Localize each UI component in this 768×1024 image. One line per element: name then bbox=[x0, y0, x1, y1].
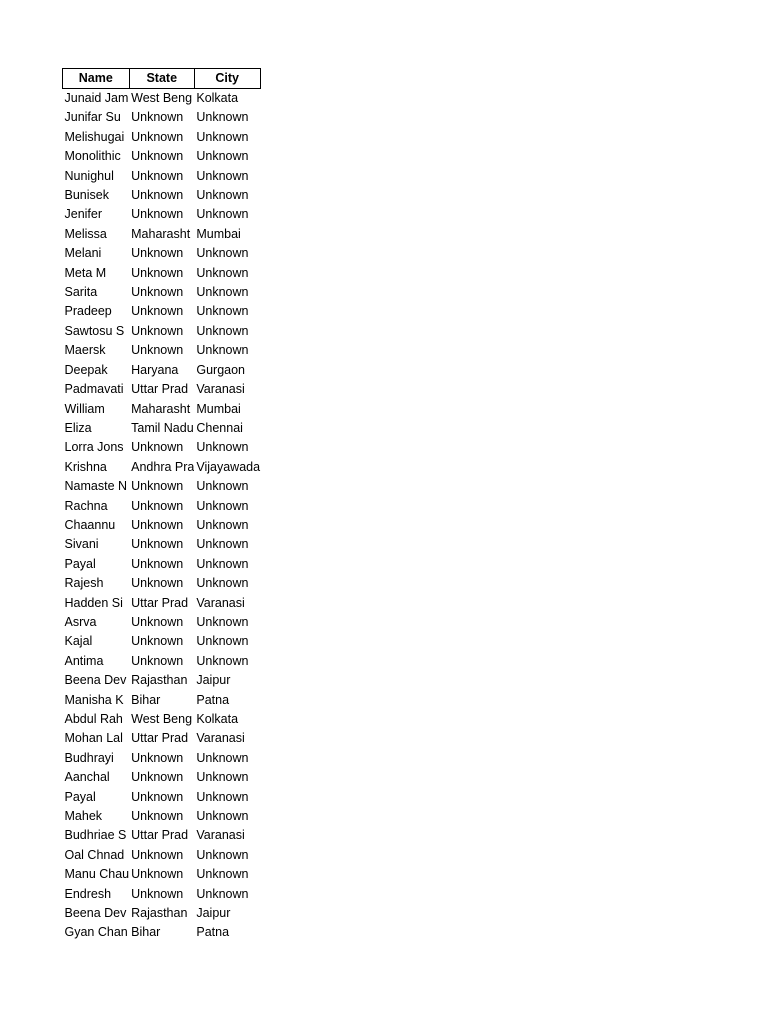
city-cell: Patna bbox=[196, 692, 230, 707]
state-cell: Unknown bbox=[131, 129, 184, 144]
city-cell: Unknown bbox=[196, 265, 249, 280]
state-cell: Maharasht bbox=[131, 226, 191, 241]
name-cell: Deepak bbox=[64, 362, 108, 377]
state-cell: Uttar Prad bbox=[131, 382, 189, 397]
name-cell: Manisha K bbox=[64, 692, 124, 707]
city-cell: Unknown bbox=[196, 188, 249, 203]
table-row bbox=[63, 167, 261, 186]
city-cell: Unknown bbox=[196, 634, 249, 649]
city-cell: Kolkata bbox=[196, 712, 239, 726]
city-cell: Vijayawada bbox=[196, 459, 261, 474]
city-cell: Unknown bbox=[196, 770, 249, 785]
header-name: Name bbox=[63, 69, 130, 89]
name-cell: Monolithic bbox=[64, 149, 121, 164]
city-cell: Unknown bbox=[196, 304, 249, 319]
table-row bbox=[63, 205, 261, 224]
name-cell: Chaannu bbox=[64, 517, 116, 532]
table-row bbox=[63, 477, 261, 496]
header-state: State bbox=[129, 69, 194, 89]
city-cell: Unknown bbox=[196, 440, 249, 455]
table-row bbox=[63, 400, 261, 419]
state-cell: Unknown bbox=[131, 479, 184, 494]
table-row bbox=[63, 264, 261, 283]
data-table bbox=[62, 68, 261, 943]
name-cell: Antima bbox=[64, 653, 104, 668]
table-row bbox=[63, 341, 261, 360]
table-row bbox=[63, 186, 261, 205]
state-cell: Unknown bbox=[131, 149, 184, 164]
city-cell: Unknown bbox=[196, 653, 249, 668]
state-cell: Unknown bbox=[131, 809, 184, 824]
table-row bbox=[63, 846, 261, 865]
name-cell: Budhriae S bbox=[64, 828, 127, 843]
table-row bbox=[63, 458, 261, 477]
name-cell: Eliza bbox=[64, 420, 92, 435]
name-cell: Manu Chau bbox=[64, 867, 130, 882]
city-cell: Unknown bbox=[196, 207, 249, 222]
name-cell: Meta M bbox=[64, 265, 107, 280]
state-cell: Maharasht bbox=[131, 401, 191, 416]
city-cell: Varanasi bbox=[196, 595, 245, 610]
state-cell: Unknown bbox=[131, 498, 184, 513]
name-cell: Hadden Si bbox=[64, 595, 123, 610]
city-cell: Unknown bbox=[196, 750, 249, 765]
table-row bbox=[63, 555, 261, 574]
name-cell: Payal bbox=[64, 556, 96, 571]
city-cell: Unknown bbox=[196, 285, 249, 300]
table-row bbox=[63, 594, 261, 613]
name-cell: Rajesh bbox=[64, 576, 104, 591]
state-cell: Unknown bbox=[131, 770, 184, 785]
table-row bbox=[63, 535, 261, 554]
city-cell: Unknown bbox=[196, 886, 249, 901]
table-row bbox=[63, 768, 261, 787]
city-cell: Unknown bbox=[196, 556, 249, 571]
table-row bbox=[63, 438, 261, 457]
city-cell: Patna bbox=[196, 925, 230, 940]
city-cell: Chennai bbox=[196, 420, 243, 435]
table-body bbox=[63, 89, 261, 943]
table-row bbox=[63, 865, 261, 884]
table-row bbox=[63, 89, 261, 109]
state-cell: Unknown bbox=[131, 246, 184, 261]
state-cell: Unknown bbox=[131, 556, 184, 571]
name-cell: Oal Chnad bbox=[64, 847, 125, 862]
city-cell: Unknown bbox=[196, 323, 249, 338]
city-cell: Mumbai bbox=[196, 226, 241, 241]
name-cell: Aanchal bbox=[64, 770, 110, 785]
state-cell: Unknown bbox=[131, 634, 184, 649]
state-cell: West Beng bbox=[131, 712, 193, 726]
city-cell: Jaipur bbox=[196, 673, 231, 688]
state-cell: Unknown bbox=[131, 168, 184, 183]
table-row bbox=[63, 885, 261, 904]
state-cell: Unknown bbox=[131, 789, 184, 804]
name-cell: Abdul Rah bbox=[64, 712, 123, 726]
name-cell: Beena Dev bbox=[64, 906, 127, 921]
table-row bbox=[63, 904, 261, 923]
table-row bbox=[63, 497, 261, 516]
city-cell: Unknown bbox=[196, 847, 249, 862]
table-row bbox=[63, 632, 261, 651]
state-cell: Haryana bbox=[131, 362, 179, 377]
name-cell: Rachna bbox=[64, 498, 108, 513]
state-cell: Rajasthan bbox=[131, 906, 188, 921]
table-row bbox=[63, 923, 261, 942]
city-cell: Unknown bbox=[196, 809, 249, 824]
table-row bbox=[63, 613, 261, 632]
state-cell: Unknown bbox=[131, 304, 184, 319]
table-row bbox=[63, 516, 261, 535]
state-cell: Unknown bbox=[131, 537, 184, 552]
city-cell: Unknown bbox=[196, 614, 249, 629]
table-row bbox=[63, 244, 261, 263]
city-cell: Unknown bbox=[196, 168, 249, 183]
name-cell: Bunisek bbox=[64, 188, 109, 203]
name-cell: Endresh bbox=[64, 886, 112, 901]
spreadsheet-page bbox=[62, 68, 261, 943]
name-cell: Lorra Jons bbox=[64, 440, 124, 455]
table-row bbox=[63, 322, 261, 341]
state-cell: Unknown bbox=[131, 440, 184, 455]
state-cell: Unknown bbox=[131, 188, 184, 203]
table-row bbox=[63, 652, 261, 671]
city-cell: Varanasi bbox=[196, 731, 245, 746]
name-cell: Payal bbox=[64, 789, 96, 804]
state-cell: Unknown bbox=[131, 886, 184, 901]
table-row bbox=[63, 807, 261, 826]
state-cell: Unknown bbox=[131, 614, 184, 629]
name-cell: Sawtosu S bbox=[64, 323, 125, 338]
header-row bbox=[63, 69, 261, 89]
city-cell: Varanasi bbox=[196, 382, 245, 397]
name-cell: William bbox=[64, 401, 105, 416]
city-cell: Unknown bbox=[196, 246, 249, 261]
state-cell: Uttar Prad bbox=[131, 731, 189, 746]
name-cell: Mahek bbox=[64, 809, 103, 824]
table-row bbox=[63, 729, 261, 748]
city-cell: Jaipur bbox=[196, 906, 231, 921]
city-cell: Varanasi bbox=[196, 828, 245, 843]
table-row bbox=[63, 826, 261, 845]
table-row bbox=[63, 380, 261, 399]
city-cell: Unknown bbox=[196, 867, 249, 882]
table-row bbox=[63, 671, 261, 690]
name-cell: Budhrayi bbox=[64, 750, 114, 765]
state-cell: Unknown bbox=[131, 517, 184, 532]
state-cell: Unknown bbox=[131, 576, 184, 591]
name-cell: Junaid Jam bbox=[64, 91, 129, 105]
name-cell: Jenifer bbox=[64, 207, 103, 222]
city-cell: Kolkata bbox=[196, 91, 239, 105]
city-cell: Unknown bbox=[196, 343, 249, 358]
name-cell: Gyan Chan bbox=[64, 925, 128, 940]
state-cell: Unknown bbox=[131, 867, 184, 882]
state-cell: Unknown bbox=[131, 653, 184, 668]
state-cell: Unknown bbox=[131, 207, 184, 222]
name-cell: Junifar Su bbox=[64, 110, 121, 125]
name-cell: Padmavati bbox=[64, 382, 124, 397]
name-cell: Namaste N bbox=[64, 479, 128, 494]
state-cell: Uttar Prad bbox=[131, 595, 189, 610]
city-cell: Mumbai bbox=[196, 401, 241, 416]
table-row bbox=[63, 749, 261, 768]
city-cell: Unknown bbox=[196, 498, 249, 513]
city-cell: Unknown bbox=[196, 149, 249, 164]
city-cell: Unknown bbox=[196, 517, 249, 532]
table-row bbox=[63, 691, 261, 710]
name-cell: Krishna bbox=[64, 459, 107, 474]
state-cell: Uttar Prad bbox=[131, 828, 189, 843]
state-cell: Unknown bbox=[131, 750, 184, 765]
state-cell: West Beng bbox=[131, 91, 193, 105]
table-row bbox=[63, 128, 261, 147]
state-cell: Unknown bbox=[131, 847, 184, 862]
city-cell: Unknown bbox=[196, 576, 249, 591]
name-cell: Nunighul bbox=[64, 168, 114, 183]
name-cell: Melissa bbox=[64, 226, 107, 241]
city-cell: Unknown bbox=[196, 789, 249, 804]
name-cell: Sivani bbox=[64, 537, 99, 552]
name-cell: Mohan Lal bbox=[64, 731, 123, 746]
name-cell: Sarita bbox=[64, 285, 98, 300]
name-cell: Melishugai bbox=[64, 129, 125, 144]
name-cell: Maersk bbox=[64, 343, 106, 358]
state-cell: Tamil Nadu bbox=[131, 420, 194, 435]
table-row bbox=[63, 225, 261, 244]
table-row bbox=[63, 710, 261, 729]
state-cell: Unknown bbox=[131, 285, 184, 300]
name-cell: Melani bbox=[64, 246, 102, 261]
state-cell: Bihar bbox=[131, 692, 161, 707]
city-cell: Unknown bbox=[196, 110, 249, 125]
city-cell: Unknown bbox=[196, 129, 249, 144]
table-row bbox=[63, 788, 261, 807]
name-cell: Beena Dev bbox=[64, 673, 127, 688]
table-row bbox=[63, 574, 261, 593]
city-cell: Unknown bbox=[196, 479, 249, 494]
table-row bbox=[63, 302, 261, 321]
state-cell: Unknown bbox=[131, 265, 184, 280]
state-cell: Andhra Pra bbox=[131, 459, 195, 474]
state-cell: Unknown bbox=[131, 343, 184, 358]
state-cell: Rajasthan bbox=[131, 673, 188, 688]
state-cell: Unknown bbox=[131, 110, 184, 125]
name-cell: Asrva bbox=[64, 614, 97, 629]
state-cell: Unknown bbox=[131, 323, 184, 338]
table-row bbox=[63, 108, 261, 127]
city-cell: Gurgaon bbox=[196, 362, 246, 377]
name-cell: Kajal bbox=[64, 634, 93, 649]
header-city: City bbox=[194, 69, 260, 89]
table-row bbox=[63, 419, 261, 438]
name-cell: Pradeep bbox=[64, 304, 112, 319]
state-cell: Bihar bbox=[131, 925, 161, 940]
table-row bbox=[63, 283, 261, 302]
table-row bbox=[63, 147, 261, 166]
city-cell: Unknown bbox=[196, 537, 249, 552]
table-row bbox=[63, 361, 261, 380]
